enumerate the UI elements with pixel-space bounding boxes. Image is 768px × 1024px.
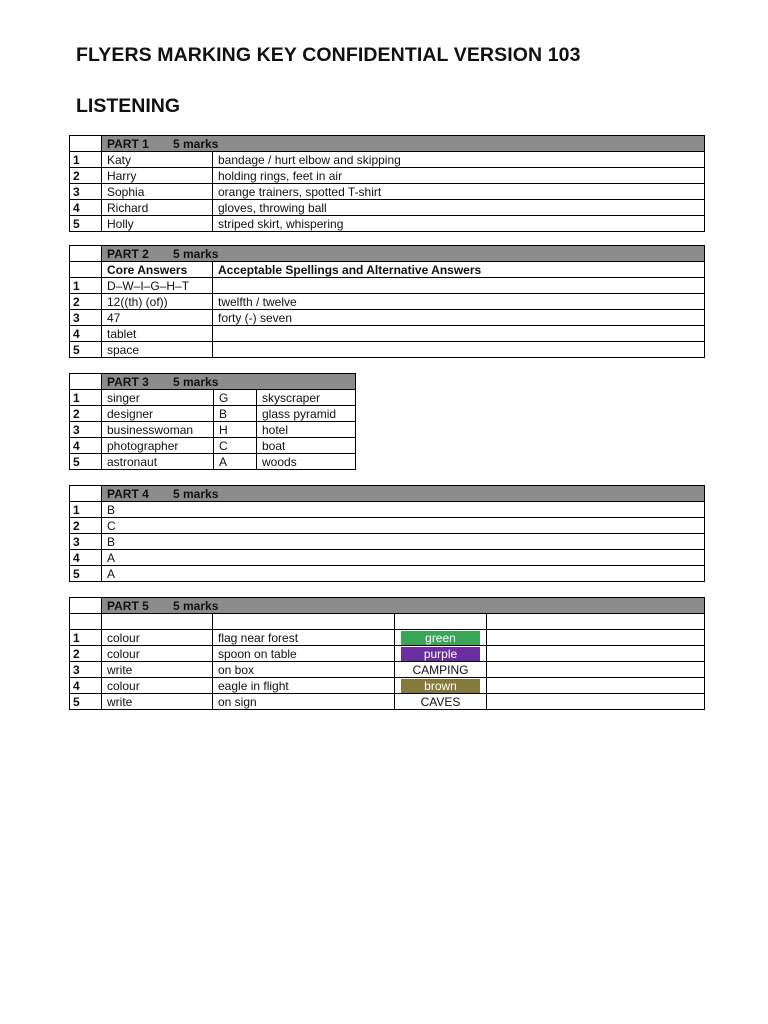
core-answers-header: Core Answers: [102, 262, 213, 278]
blank-cell: [487, 646, 705, 662]
row-number: 3: [70, 184, 102, 200]
part5-table: [69, 597, 705, 710]
table-row: [70, 438, 356, 454]
table-row: [70, 566, 705, 582]
answer-cell: gloves, throwing ball: [213, 200, 705, 216]
core-cell: D–W–I–G–H–T: [102, 278, 213, 294]
table-row: [70, 216, 705, 232]
result-cell: [395, 630, 487, 646]
place-cell: hotel: [257, 422, 356, 438]
row-number: 1: [70, 278, 102, 294]
part-label: PART 4: [107, 486, 149, 501]
answer-cell: A: [102, 550, 705, 566]
row-number: 4: [70, 200, 102, 216]
blank-cell: [70, 614, 102, 630]
marks-label: 5 marks: [173, 246, 219, 261]
table-row: [70, 454, 356, 470]
core-cell: 12((th) (of)): [102, 294, 213, 310]
table-row: [70, 310, 705, 326]
table-row: [70, 342, 705, 358]
object-cell: on sign: [213, 694, 395, 710]
alt-cell: [213, 326, 705, 342]
alt-cell: [213, 342, 705, 358]
table-row: [70, 168, 705, 184]
row-number: 1: [70, 630, 102, 646]
table-row: [70, 326, 705, 342]
part1-heading: [102, 136, 705, 152]
row-number: 2: [70, 646, 102, 662]
table-row: [70, 502, 705, 518]
row-number: 4: [70, 438, 102, 454]
part3-header-row: [70, 374, 356, 390]
part-label: PART 1: [107, 136, 149, 151]
answer-cell: holding rings, feet in air: [213, 168, 705, 184]
object-cell: flag near forest: [213, 630, 395, 646]
action-cell: colour: [102, 646, 213, 662]
part-label: PART 3: [107, 374, 149, 389]
blank-cell: [487, 694, 705, 710]
action-cell: write: [102, 694, 213, 710]
part4-header-row: [70, 486, 705, 502]
answer-cell: A: [102, 566, 705, 582]
part1-table: [69, 135, 705, 232]
blank-cell: [70, 598, 102, 614]
part4-heading: [102, 486, 705, 502]
alt-cell: forty (-) seven: [213, 310, 705, 326]
row-number: 4: [70, 550, 102, 566]
row-number: 5: [70, 566, 102, 582]
row-number: 3: [70, 310, 102, 326]
blank-cell: [487, 630, 705, 646]
action-cell: colour: [102, 678, 213, 694]
person-cell: designer: [102, 406, 214, 422]
row-number: 5: [70, 454, 102, 470]
table-row: [70, 422, 356, 438]
marks-label: 5 marks: [173, 136, 219, 151]
action-cell: write: [102, 662, 213, 678]
row-number: 5: [70, 216, 102, 232]
part2-table: [69, 245, 705, 358]
row-number: 3: [70, 534, 102, 550]
blank-cell: [487, 614, 705, 630]
person-cell: singer: [102, 390, 214, 406]
part5-heading: [102, 598, 705, 614]
blank-cell: [487, 678, 705, 694]
row-number: 4: [70, 326, 102, 342]
part-label: PART 2: [107, 246, 149, 261]
table-row: [70, 294, 705, 310]
core-cell: 47: [102, 310, 213, 326]
blank-cell: [70, 246, 102, 262]
table-row: [70, 662, 705, 678]
row-number: 2: [70, 168, 102, 184]
empty-row: [70, 614, 705, 630]
marks-label: 5 marks: [173, 374, 219, 389]
blank-cell: [395, 614, 487, 630]
letter-cell: H: [214, 422, 257, 438]
place-cell: woods: [257, 454, 356, 470]
row-number: 1: [70, 390, 102, 406]
table-row: [70, 550, 705, 566]
answer-cell: orange trainers, spotted T-shirt: [213, 184, 705, 200]
blank-cell: [487, 662, 705, 678]
result-cell: [395, 678, 487, 694]
letter-cell: A: [214, 454, 257, 470]
blank-cell: [70, 262, 102, 278]
table-row: [70, 518, 705, 534]
letter-cell: B: [214, 406, 257, 422]
table-row: [70, 630, 705, 646]
green-swatch: green: [401, 631, 480, 645]
object-cell: eagle in flight: [213, 678, 395, 694]
table-row: [70, 406, 356, 422]
row-number: 2: [70, 294, 102, 310]
place-cell: skyscraper: [257, 390, 356, 406]
name-cell: Katy: [102, 152, 213, 168]
blank-cell: [102, 614, 213, 630]
row-number: 4: [70, 678, 102, 694]
blank-cell: [70, 374, 102, 390]
place-cell: boat: [257, 438, 356, 454]
answer-cell: striped skirt, whispering: [213, 216, 705, 232]
table-row: [70, 678, 705, 694]
person-cell: businesswoman: [102, 422, 214, 438]
answer-cell: C: [102, 518, 705, 534]
row-number: 3: [70, 422, 102, 438]
letter-cell: C: [214, 438, 257, 454]
part2-column-headers: [70, 262, 705, 278]
object-cell: on box: [213, 662, 395, 678]
person-cell: photographer: [102, 438, 214, 454]
part-label: PART 5: [107, 598, 149, 613]
table-row: [70, 646, 705, 662]
result-cell: CAVES: [395, 694, 487, 710]
table-row: [70, 152, 705, 168]
name-cell: Holly: [102, 216, 213, 232]
part3-heading: [102, 374, 356, 390]
marks-label: 5 marks: [173, 486, 219, 501]
result-cell: CAMPING: [395, 662, 487, 678]
object-cell: spoon on table: [213, 646, 395, 662]
name-cell: Sophia: [102, 184, 213, 200]
part2-header-row: [70, 246, 705, 262]
part4-table: [69, 485, 705, 582]
brown-swatch: brown: [401, 679, 480, 693]
blank-cell: [70, 486, 102, 502]
table-row: [70, 694, 705, 710]
section-heading: LISTENING: [76, 95, 181, 117]
letter-cell: G: [214, 390, 257, 406]
table-row: [70, 390, 356, 406]
name-cell: Richard: [102, 200, 213, 216]
place-cell: glass pyramid: [257, 406, 356, 422]
action-cell: colour: [102, 630, 213, 646]
table-row: [70, 278, 705, 294]
part2-heading: [102, 246, 705, 262]
table-row: [70, 534, 705, 550]
result-cell: [395, 646, 487, 662]
row-number: 1: [70, 502, 102, 518]
table-row: [70, 184, 705, 200]
marks-label: 5 marks: [173, 598, 219, 613]
part5-header-row: [70, 598, 705, 614]
page-title: FLYERS MARKING KEY CONFIDENTIAL VERSION 103: [76, 44, 581, 66]
purple-swatch: purple: [401, 647, 480, 661]
blank-cell: [70, 136, 102, 152]
part3-table: [69, 373, 356, 470]
answer-cell: B: [102, 502, 705, 518]
answer-cell: bandage / hurt elbow and skipping: [213, 152, 705, 168]
core-cell: space: [102, 342, 213, 358]
part1-header-row: [70, 136, 705, 152]
row-number: 2: [70, 518, 102, 534]
row-number: 5: [70, 694, 102, 710]
row-number: 5: [70, 342, 102, 358]
alt-cell: [213, 278, 705, 294]
alternative-answers-header: Acceptable Spellings and Alternative Answers: [213, 262, 705, 278]
blank-cell: [213, 614, 395, 630]
name-cell: Harry: [102, 168, 213, 184]
table-row: [70, 200, 705, 216]
row-number: 1: [70, 152, 102, 168]
row-number: 2: [70, 406, 102, 422]
person-cell: astronaut: [102, 454, 214, 470]
alt-cell: twelfth / twelve: [213, 294, 705, 310]
row-number: 3: [70, 662, 102, 678]
answer-cell: B: [102, 534, 705, 550]
core-cell: tablet: [102, 326, 213, 342]
